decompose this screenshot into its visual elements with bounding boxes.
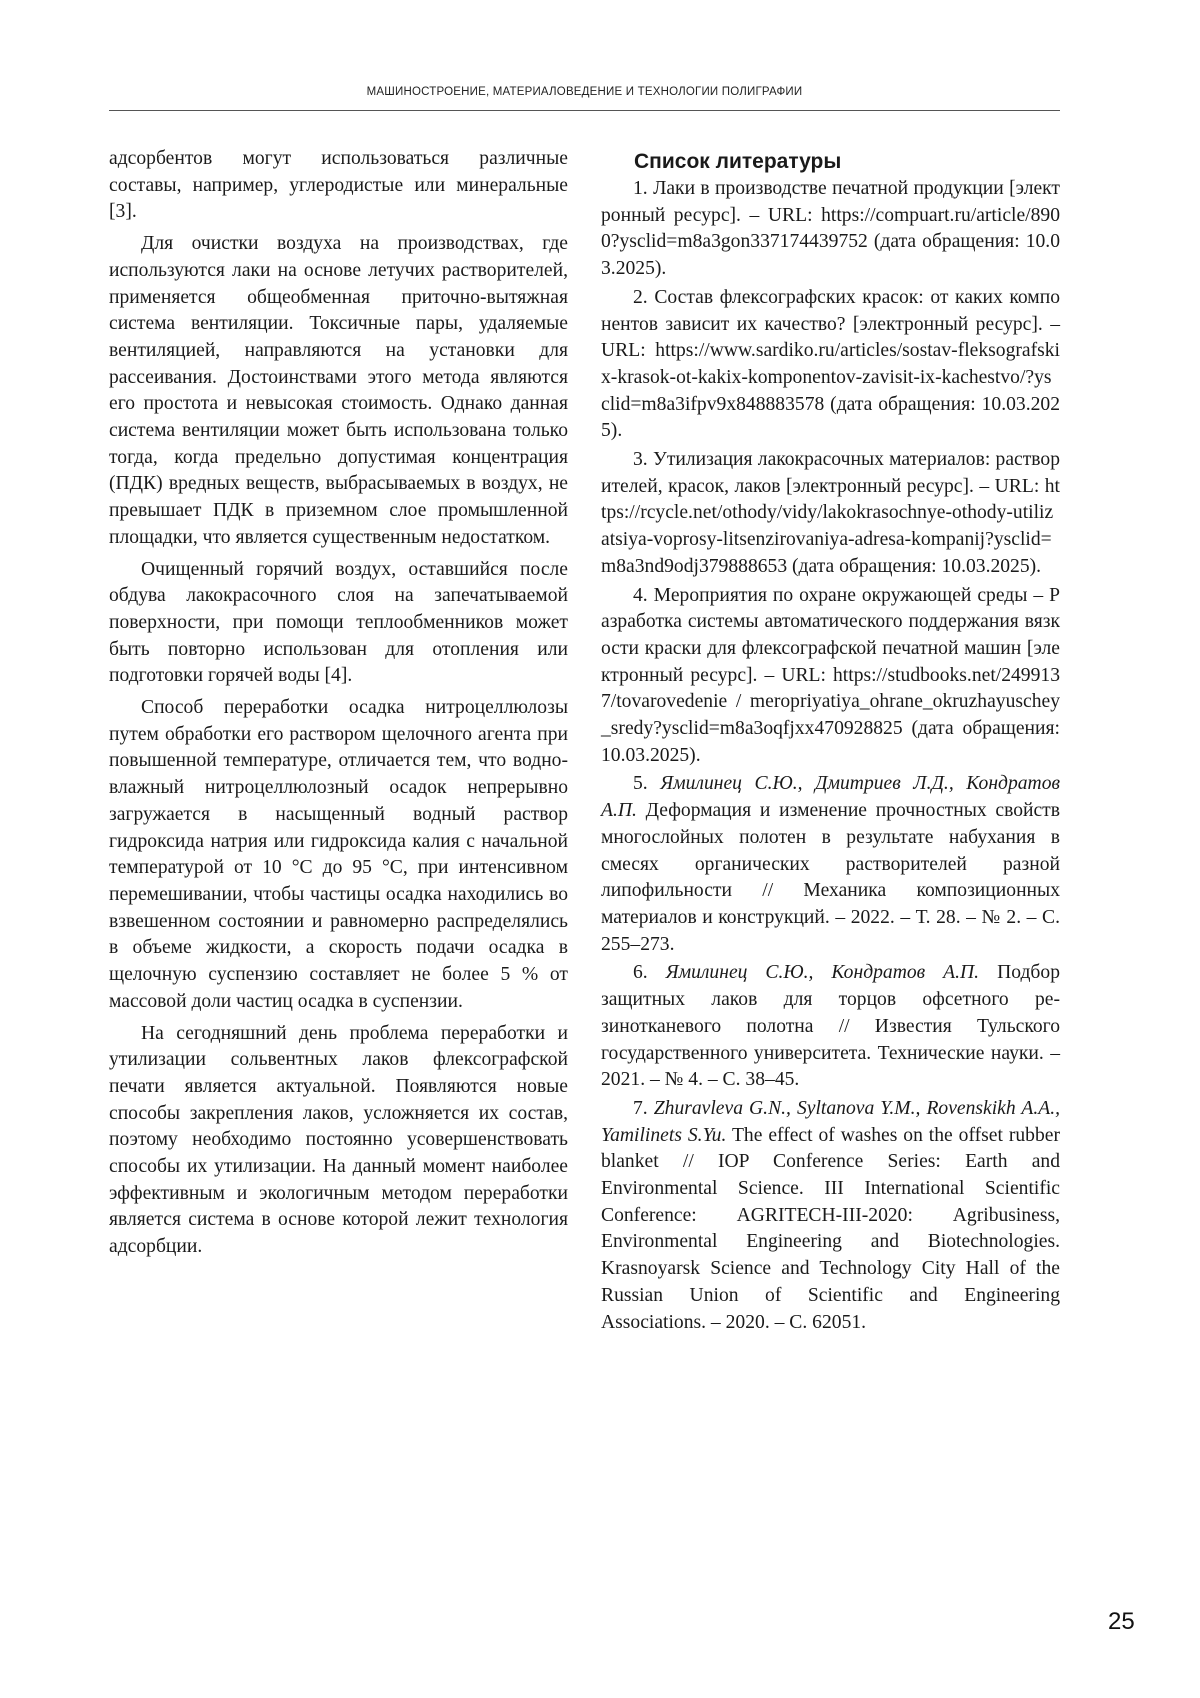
reference-number: 2. — [633, 286, 648, 308]
page-number: 25 — [1108, 1608, 1135, 1635]
references-title: Список литературы — [634, 150, 842, 173]
body-paragraph: Способ переработки осадка нитроцеллюлозы путем обработки его раствором щелочного агента при повышенной температуре, отличается тем, что водно-влажный нитроцеллюлозный осадок непрерывно загружается в насыщенный водный раствор гидроксида натрия или гидроксида калия с начальной температурой от 10 °C до 95 °C, при интенсивном перемешивании, чтобы частицы осадка находились во взвешенном состоянии и равномерно распределялись в объеме жидкости, а скорость подачи осадка в щелочную суспензию составляет не более 5 % от массовой доли частиц осадка в суспензии. — [109, 697, 568, 1012]
reference-authors: Zhuravleva G.N., Syltanova Y.M., Rovenskikh A.A., Yamilinets S.Yu. — [601, 1097, 1060, 1146]
body-paragraph: Для очистки воздуха на производствах, где используются лаки на основе летучих растворителей, применяется общеобменная приточно-вытяжная система вентиляции. Токсичные пары, удаляемые вентиляцией, направляются на установки для рассеивания. Достоинствами этого метода являются его простота и невысокая стоимость. Однако данная система вентиляции может быть использована только тогда, когда предельно допустимая концентрация (ПДК) вредных веществ, выбрасываемых в воздух, не превышает ПДК в приземном слое промышленной площадки, что является существенным недостатком. — [109, 233, 568, 548]
reference-number: 1. — [633, 178, 648, 199]
reference-number: 7. — [633, 1097, 648, 1119]
reference-text: Утилизация лакокрасочных материалов: растворителей, красок, лаков [электронный ресурс]. – URL: https://rcycle.net/othody/vidy/lakokrasochnye-othody-utilizatsiya-voprosy-litsenzirovaniya-adresa-kompanij?ysclid=m8a3nd9odj379888653 (дата обращения: 10.03.2025). — [601, 449, 1060, 577]
reference-text: Деформация и изменение прочностных свойств многослойных полотен в результате набухания в смесях органических растворителей разной липофильности // Механика композиционных материалов и конструкций. – 2022. – Т. 28. – № 2. – С. 255–273. — [601, 800, 1060, 955]
reference-item — [601, 176, 1060, 283]
reference-number: 6. — [633, 962, 648, 984]
reference-number: 3. — [633, 449, 648, 471]
header-rule — [109, 110, 1060, 111]
body-paragraph: Очищенный горячий воздух, оставшийся после обдува лакокрасочного слоя на запечатываемой поверхности, при помощи теплообменников может быть повторно использован для отопления или подготовки горячей воды [4]. — [109, 558, 568, 687]
reference-number: 4. — [633, 584, 648, 606]
reference-item — [601, 447, 1060, 581]
left-column — [109, 146, 568, 1261]
reference-item — [601, 960, 1060, 1094]
reference-item — [601, 285, 1060, 445]
body-paragraph: адсорбентов могут использоваться различные составы, например, углеродистые или минеральные [3]. — [109, 148, 568, 223]
reference-number: 5. — [633, 773, 648, 795]
reference-text: Мероприятия по охране окружающей среды – Разработка системы автоматического поддержания вязкости краски для флексографской печатной машин [электронный ресурс]. – URL: https://studbooks.net/2499137/tovarovedenie / meropriyatiya_ohrane_okruzhayuschey_sredy?ysclid=m8a3oqfjxx470928825 (дата обращения: 10.03.2025). — [601, 584, 1060, 766]
reference-text: The effect of washes on the offset rubber blanket // IOP Conference Series: Earth and Environmental Science. III International Scientific Conference: AGRITECH-III-2020: Agribusiness, Environmental Engineering and Biotechnologies. Krasnoyarsk Science and Technology City Hall of the Russian Union of Scientific and Engineering Associations. – 2020. – С. 62051. — [601, 1124, 1060, 1333]
reference-item — [601, 583, 1060, 770]
reference-authors: Ямилинец С.Ю., Кондратов А.П. — [665, 962, 980, 984]
body-paragraph: На сегодняшний день проблема переработки и утилизации сольвентных лаков флексографской печати является актуальной. Появляются новые способы закрепления лаков, усложняется их состав, поэтому необходимо постоянно усовершенствовать способы их утилизации. На данный момент наиболее эффективным и экологичным методом переработки является система в основе которой лежит технология адсорбции. — [109, 1022, 568, 1258]
reference-item — [601, 771, 1060, 958]
right-column — [601, 146, 1060, 1336]
reference-text: Состав флексографских красок: от каких компонентов зависит их качество? [электронный ресурс]. – URL: https://www.sardiko.ru/articles/sostav-fleksografskix-krasok-ot-kakix-komponentov-zavisit-ix-kachestvo/?ysclid=m8a3ifpv9x848883578 (дата обращения: 10.03.2025). — [601, 286, 1060, 442]
running-header: МАШИНОСТРОЕНИЕ, МАТЕРИАЛОВЕДЕНИЕ И ТЕХНОЛОГИИ ПОЛИГРАФИИ — [366, 86, 803, 98]
reference-item — [601, 1096, 1060, 1336]
reference-authors: Ямилинец С.Ю., Дмитриев Л.Д., Кондратов А.П. — [601, 773, 1061, 822]
reference-text: Подбор защитных лаков для торцов офсетного резинотканевого полотна // Известия Тульского государственного университета. Технические науки. – 2021. – № 4. – С. 38–45. — [601, 962, 1060, 1091]
reference-text: Лаки в производстве печатной продукции [электронный ресурс]. – URL: https://compuart.ru/article/8900?ysclid=m8a3gon337174439752 (дата обращения: 10.03.2025). — [601, 178, 1060, 280]
